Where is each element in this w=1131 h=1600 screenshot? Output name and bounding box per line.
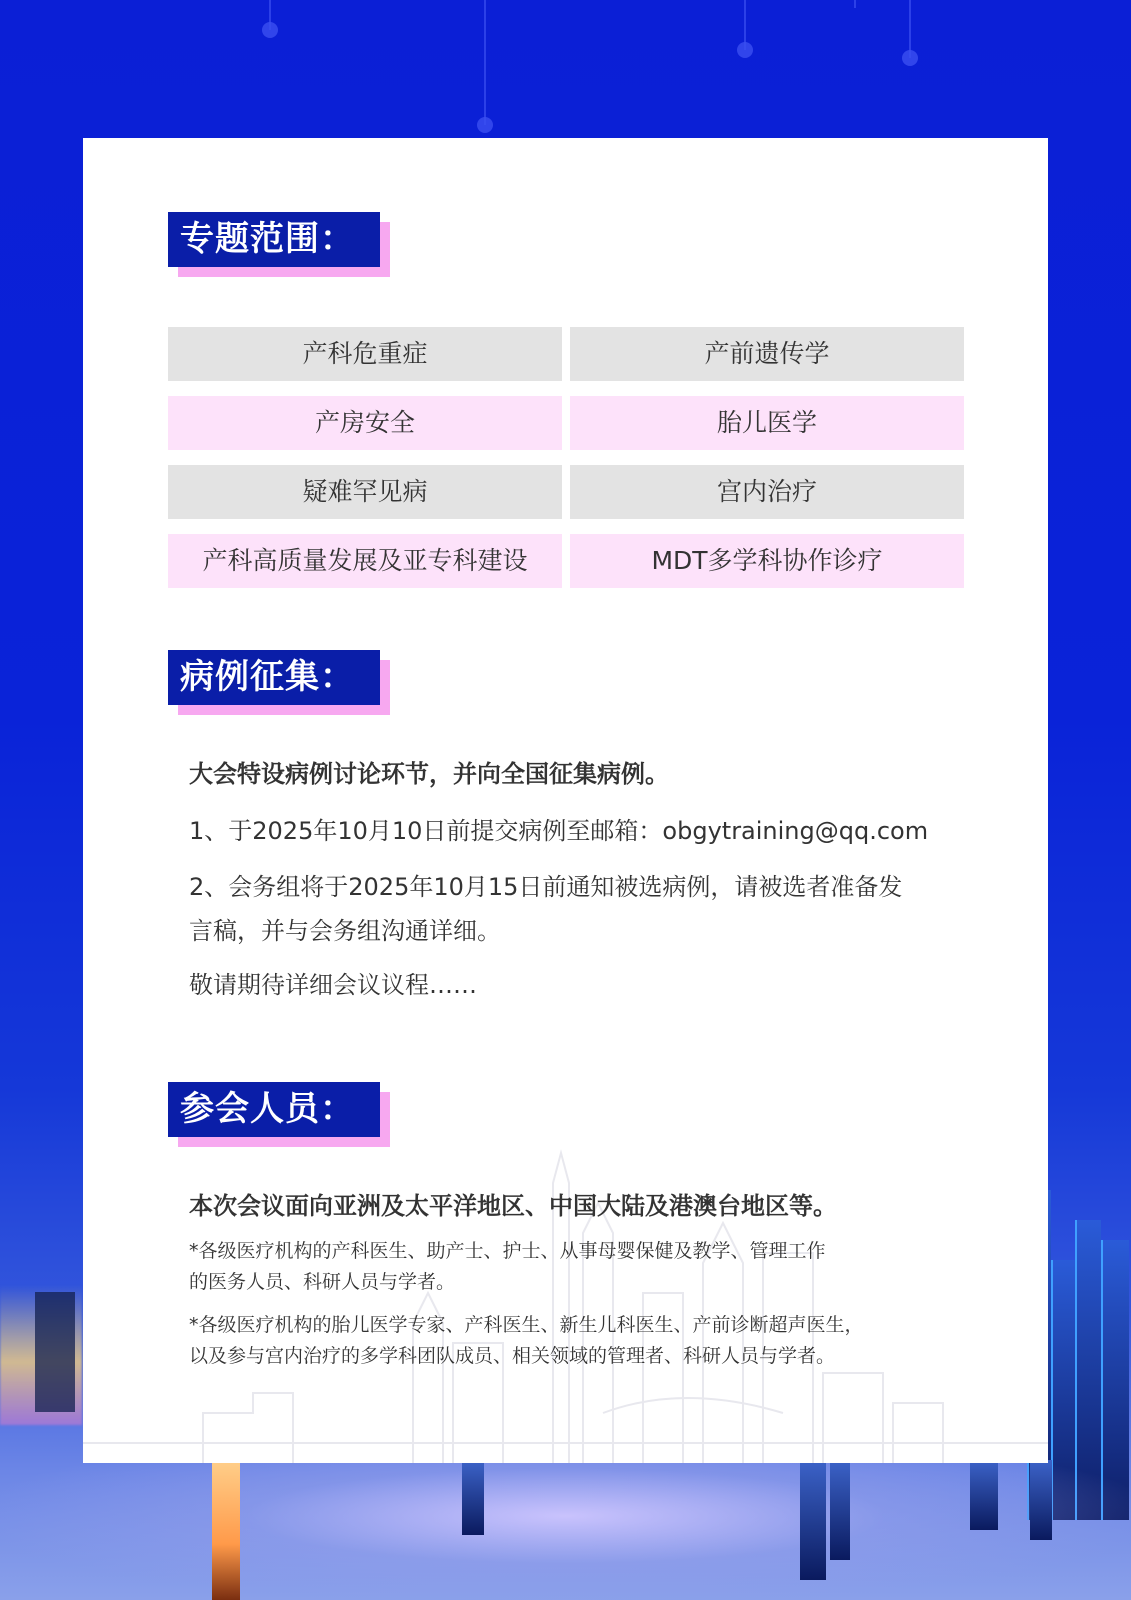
horizon-glow: [0, 1460, 1131, 1600]
attendees-intro: 本次会议面向亚洲及太平洋地区、中国大陆及港澳台地区等。: [189, 1192, 837, 1220]
topic-item: 产前遗传学: [570, 327, 964, 381]
cases-closing: 敬请期待详细会议议程……: [189, 971, 477, 999]
attendees-group-2-line-1: *各级医疗机构的胎儿医学专家、产科医生、新生儿科医生、产前诊断超声医生，: [189, 1314, 864, 1336]
cases-intro: 大会特设病例讨论环节，并向全国征集病例。: [189, 760, 669, 788]
topic-item: 宫内治疗: [570, 465, 964, 519]
topic-item: 产房安全: [168, 396, 562, 450]
attendees-group-1-line-2: 的医务人员、科研人员与学者。: [189, 1271, 456, 1293]
attendees-group-1-line-1: *各级医疗机构的产科医生、助产士、护士、从事母婴保健及教学、管理工作: [189, 1240, 826, 1262]
topics-grid: [168, 327, 966, 588]
topic-item: 疑难罕见病: [168, 465, 562, 519]
attendees-group-2-line-2: 以及参与宫内治疗的多学科团队成员、相关领域的管理者、科研人员与学者。: [189, 1345, 836, 1367]
cases-item-1: 1、于2025年10月10日前提交病例至邮箱：obgytraining@qq.com: [189, 817, 929, 845]
topics-title: 专题范围：: [168, 212, 380, 267]
attendees-title: 参会人员：: [168, 1082, 380, 1137]
cases-item-2-line-1: 2、会务组将于2025年10月15日前通知被选病例，请被选者准备发: [189, 873, 903, 901]
building-left: [35, 1292, 75, 1412]
topic-item: 产科危重症: [168, 327, 562, 381]
cases-title: 病例征集：: [168, 650, 380, 705]
topic-item: 胎儿医学: [570, 396, 964, 450]
topic-item: 产科高质量发展及亚专科建设: [168, 534, 562, 588]
content-card: [83, 138, 1048, 1463]
topic-item: MDT多学科协作诊疗: [570, 534, 964, 588]
cases-item-2-line-2: 言稿，并与会务组沟通详细。: [189, 917, 501, 945]
